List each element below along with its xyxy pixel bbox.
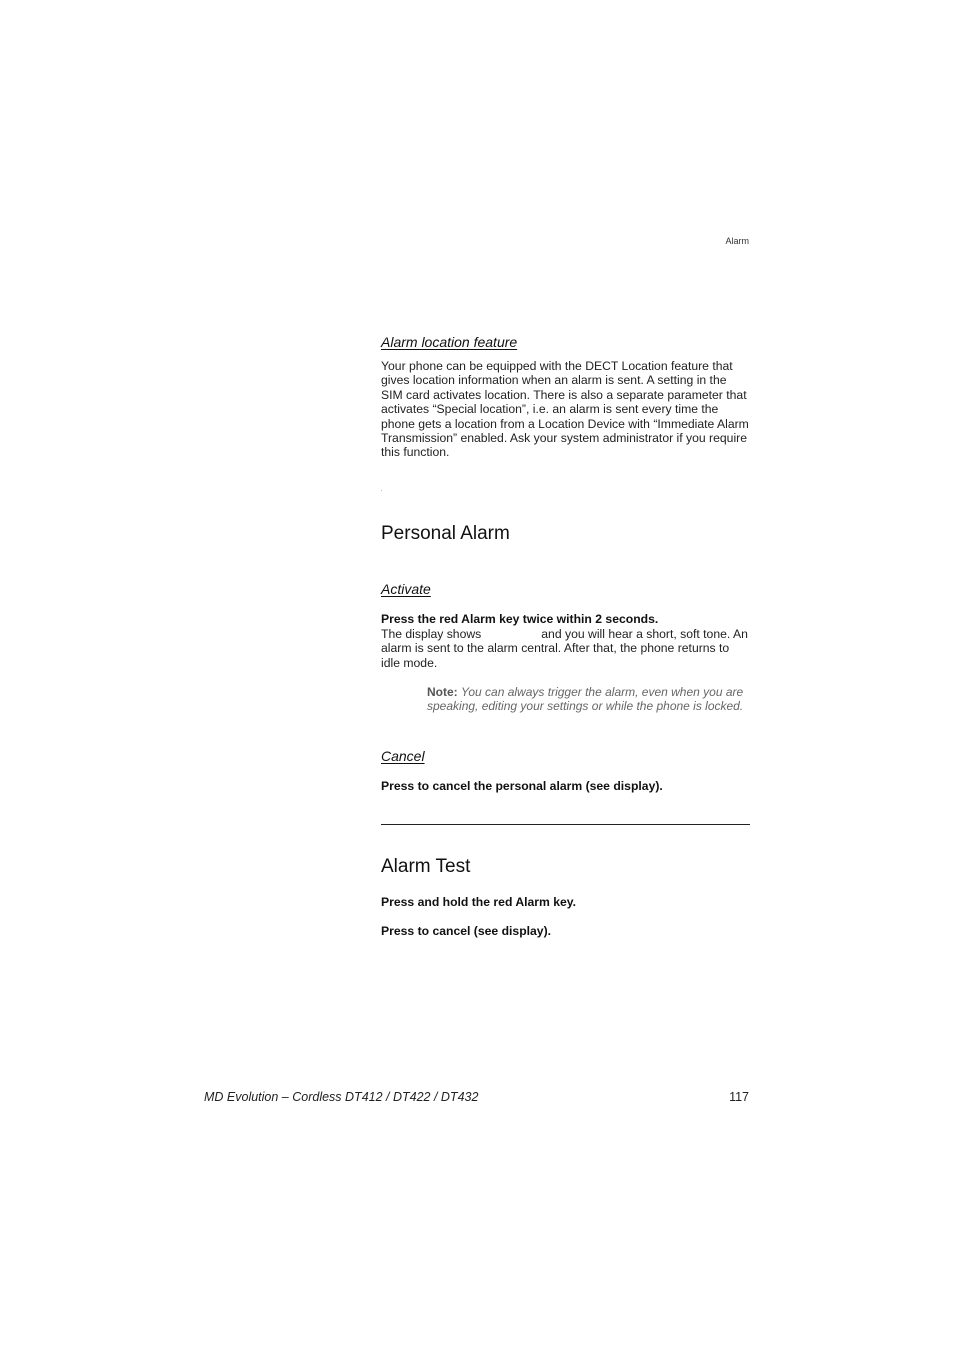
activate-text-before: The display shows — [381, 627, 482, 641]
footer-page-number: 117 — [729, 1090, 749, 1104]
alarm-test-title: Alarm Test — [381, 856, 471, 877]
alarm-location-heading: Alarm location feature — [381, 334, 518, 350]
section-divider — [381, 824, 750, 825]
activate-description — [381, 627, 751, 670]
alarm-location-paragraph: Your phone can be equipped with the DECT Location feature that gives location information when an alarm is sent. A setting in the SIM card activates location. There is also a separate parameter that activates “Special location”, i.e. an alarm is sent every time the phone gets a location from a Location Device with “Immediate Alarm Transmission” enabled. Ask your system administrator if you require this function. — [381, 359, 749, 460]
alarm-test-step-1: Press and hold the red Alarm key. — [381, 895, 577, 909]
activate-note — [427, 685, 757, 714]
personal-alarm-title: Personal Alarm — [381, 523, 510, 544]
alarm-test-step-2: Press to cancel (see display). — [381, 924, 552, 938]
activate-instruction: Press the red Alarm key twice within 2 seconds. — [381, 612, 659, 626]
footer-product-name: MD Evolution – Cordless DT412 / DT422 / DT432 — [204, 1090, 479, 1104]
activate-text-after: and you will hear a short, soft tone. An alarm is sent to the alarm central. After that, the phone returns to idle mode. — [381, 627, 748, 670]
note-label: Note: — [427, 685, 458, 699]
cancel-instruction: Press to cancel the personal alarm (see display). — [381, 779, 663, 793]
running-header: Alarm — [725, 236, 749, 246]
activate-heading: Activate — [381, 581, 431, 597]
note-text: You can always trigger the alarm, even when you are speaking, editing your settings or while the phone is locked. — [427, 685, 744, 714]
stray-mark — [381, 490, 382, 491]
cancel-heading: Cancel — [381, 748, 425, 764]
